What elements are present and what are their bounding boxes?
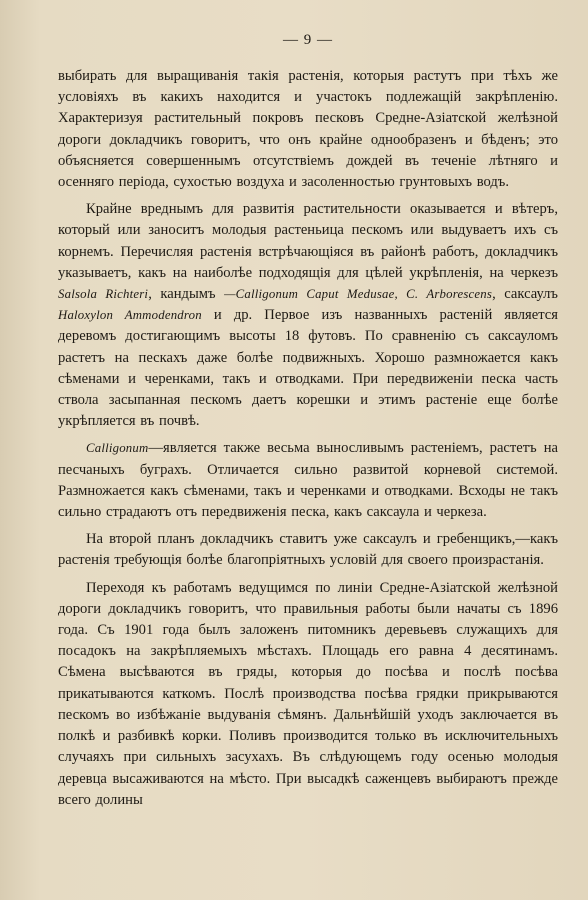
paragraph-1 <box>58 66 558 193</box>
paragraph-text: и др. Первое изъ названныхъ растеній является деревомъ достигающимъ высоты 18 футовъ. По сравненію съ саксауломъ растетъ на пескахъ даже болѣе подвижныхъ. Хорошо размножается какъ сѣменами и черенками, такъ и отводками. При передвиженіи песка часть ствола засыпанная пескомъ даетъ корешки и этимъ растеніе еще болѣе укрѣпляется въ почвѣ. <box>58 307 558 430</box>
paragraph-text: —является также весьма выносливымъ растеніемъ, растетъ на песчаныхъ буграхъ. Отличается сильно развитой корневой системой. Размножается какъ сѣменами, такъ и черенками и отводками. Всходы не такъ сильно страдаютъ отъ передвиженія песка, какъ саксаула и черкеза. <box>58 440 558 521</box>
paragraph-text: На второй планъ докладчикъ ставитъ уже саксаулъ и гребенщикъ,—какъ растенія требующія болѣе благопріятныхъ условій для своего произрастанія. <box>58 531 558 569</box>
paragraph-2 <box>58 199 558 432</box>
latin-species-name: Calligonum <box>86 441 149 456</box>
paragraph-text: Переходя къ работамъ ведущимся по линіи Средне-Азіатской желѣзной дороги докладчикъ говоритъ, что правильныя работы были начаты съ 1896 года. Съ 1901 года былъ заложенъ питомникъ деревьевъ служащихъ для посадокъ на закрѣпляемыхъ мѣстахъ. Площадь его равна 4 десятинамъ. Сѣмена высѣваются въ гряды, которыя до посѣва и послѣ посѣва прикатываются каткомъ. Послѣ производства посѣва грядки прикрываются пескомъ во избѣжаніе выдуванія сѣмянъ. Дальнѣйшій уходъ заключается въ полкѣ и разбивкѣ корки. Поливъ производится только въ исключительныхъ случаяхъ при сильныхъ засухахъ. Въ слѣдующемъ году осенью молодыя деревца высаживаются на мѣсто. При высадкѣ саженцевъ выбираютъ прежде всего долины <box>58 579 558 808</box>
latin-species-name: —Calligonum Caput Medusae, C. Arborescens <box>224 287 493 302</box>
paragraph-3 <box>58 438 558 523</box>
page-number: — 9 — <box>283 32 333 48</box>
paragraph-text: , кандымъ <box>148 286 225 303</box>
latin-species-name: Haloxylon Ammodendron <box>58 308 202 323</box>
paragraph-4 <box>58 529 558 571</box>
paragraph-text: выбирать для выращиванія такія растенія, которыя растутъ при тѣхъ же условіяхъ въ какихъ находится и участокъ подлежащій закрѣпленію. Характеризуя растительный покровъ песковъ Средне-Азіатской желѣзной дороги докладчикъ говоритъ, что онъ крайне однообразенъ и бѣденъ; это объясняется совершеннымъ отсутствіемъ дождей въ теченіе лѣтняго и осенняго періода, сухостью воздуха и засоленностью грунтовыхъ водъ. <box>58 68 558 191</box>
paragraph-text: Крайне вреднымъ для развитія растительности оказывается и вѣтеръ, который или заноситъ молодыя растеньица пескомъ или выдуваетъ ихъ съ корнемъ. Перечисляя растенія встрѣчающіяся въ районѣ работъ, докладчикъ указываетъ, какъ на наиболѣе подходящія для цѣлей укрѣпленія, на черкезъ <box>58 201 558 281</box>
paragraph-text: , саксаулъ <box>492 286 558 303</box>
latin-species-name: Salsola Richteri <box>58 287 149 302</box>
paragraph-5 <box>58 578 558 811</box>
